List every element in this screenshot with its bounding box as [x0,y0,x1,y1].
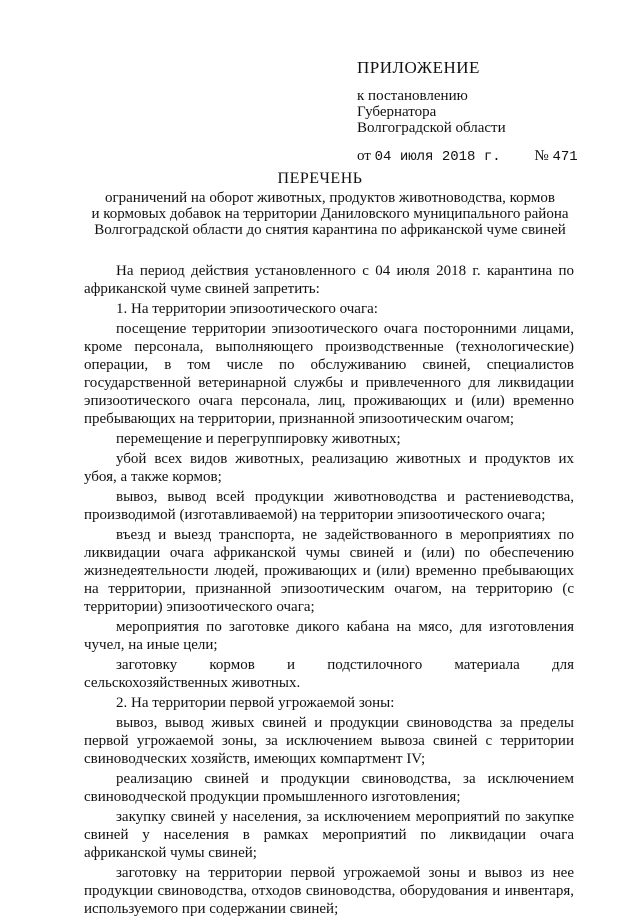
paragraph: вывоз, вывод живых свиней и продукции свиноводства за пределы первой угрожаемой зоны, за исключением вывоза свиней с территории свиноводческих хозяйств, имеющих компартмент IV; [84,715,574,767]
number-sign: № [534,148,549,164]
appendix-block [357,58,578,166]
paragraph: реализацию свиней и продукции свиноводства, за исключением свиноводческой продукции промышленного изготовления; [84,771,574,805]
paragraph: мероприятия по заготовке дикого кабана на мясо, для изготовления чучел, на иные цели; [84,619,574,653]
document-heading: ПЕРЕЧЕНЬ [277,170,363,187]
paragraph: На период действия установленного с 04 июля 2018 г. карантина по африканской чуме свиней запретить: [84,263,574,297]
subtitle-line: ограничений на оборот животных, продуктов животноводства, кормов [105,190,555,206]
appendix-reference-line: Губернатора [357,104,437,120]
decree-date: 04 июля 2018 г. [374,149,501,165]
date-prefix: от [357,148,371,164]
section-heading: 1. На территории эпизоотического очага: [116,301,378,317]
appendix-title: ПРИЛОЖЕНИЕ [357,58,480,77]
document-body [84,262,574,920]
paragraph: въезд и выезд транспорта, не задействованного в мероприятиях по ликвидации очага африканской чумы свиней и (или) по обеспечению жизнедеятельности людей, проживающих и (или) временно пребывающих на территории, признанной эпизоотическим очагом, на территорию (с территории) эпизоотического очага; [84,527,574,615]
paragraph: вывоз, вывод всей продукции животноводства и растениеводства, производимой (изготавливаемой) на территории эпизоотического очага; [84,489,574,523]
paragraph: перемещение и перегруппировку животных; [116,431,401,447]
subtitle-line: и кормовых добавок на территории Даниловского муниципального района [91,206,569,222]
appendix-reference-line: Волгоградской области [357,120,506,136]
document-subtitle [82,190,578,238]
section-heading: 2. На территории первой угрожаемой зоны: [116,695,395,711]
appendix-reference-line: к постановлению [357,88,468,104]
paragraph: заготовку кормов и подстилочного материала для сельскохозяйственных животных. [84,657,574,691]
decree-number: 471 [552,149,578,165]
subtitle-line: Волгоградской области до снятия карантина по африканской чуме свиней [94,222,566,238]
paragraph: заготовку на территории первой угрожаемой зоны и вывоз из нее продукции свиноводства, отходов свиноводства, оборудования и инвентаря, используемого при содержании свиней; [84,865,574,917]
decree-date-line [357,147,578,166]
appendix-reference [357,88,578,136]
paragraph: закупку свиней у населения, за исключением мероприятий по закупке свиней у населения в рамках мероприятий по ликвидации очага африканской чумы свиней; [84,809,574,861]
paragraph: посещение территории эпизоотического очага посторонними лицами, кроме персонала, выполняющего производственные (технологические) операции, в том числе по обслуживанию свиней, специалистов государственной ветеринарной службы и привлеченного для ликвидации эпизоотического очага персонала, лиц, проживающих и (или) временно пребывающих на территории, признанной эпизоотическим очагом; [84,321,574,427]
paragraph: убой всех видов животных, реализацию животных и продуктов их убоя, а также кормов; [84,451,574,485]
